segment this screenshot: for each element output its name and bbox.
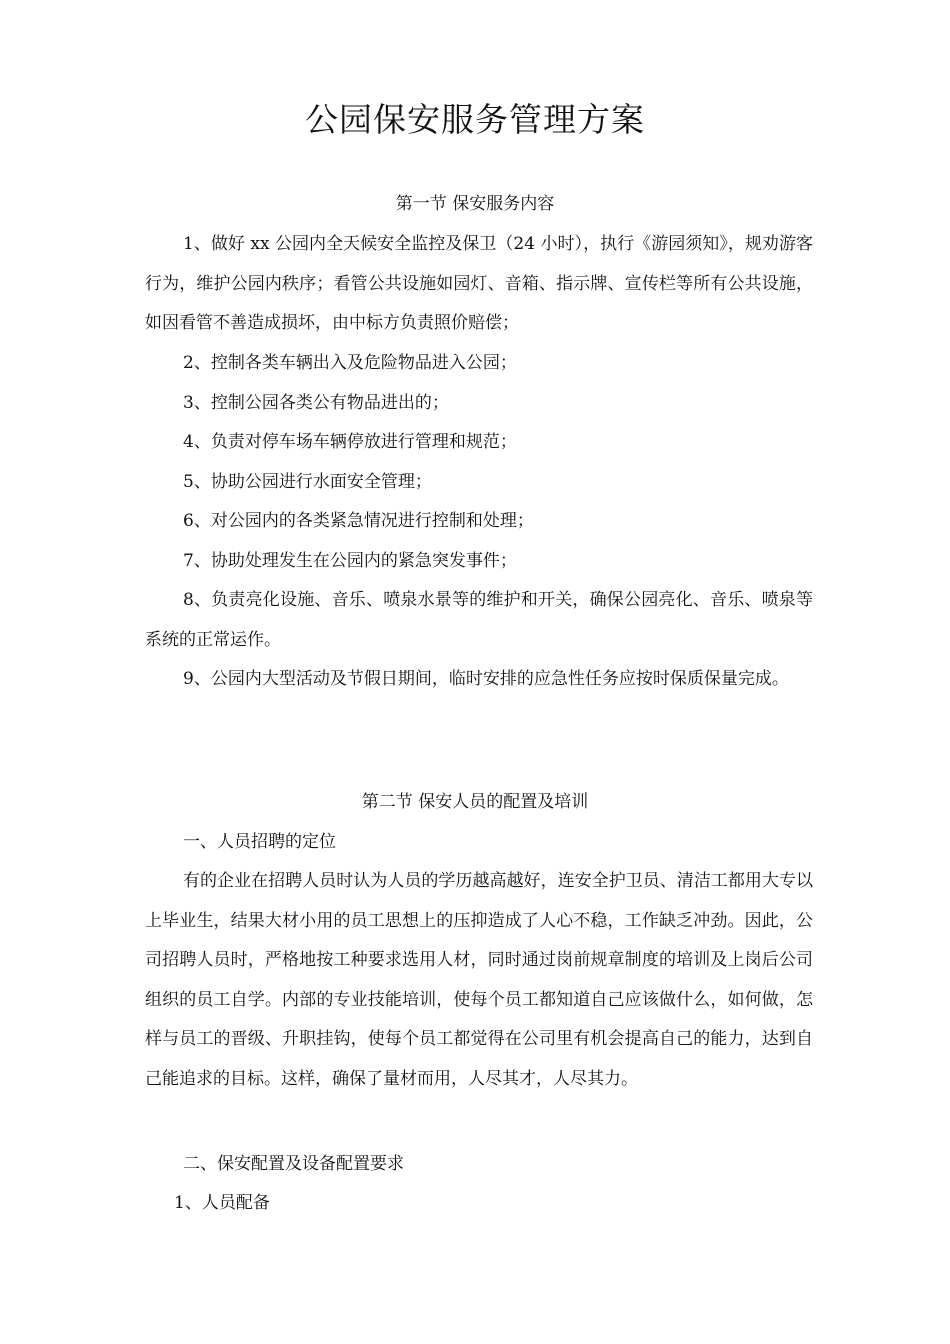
section-1-item-9: 9、公园内大型活动及节假日期间，临时安排的应急性任务应按时保质保量完成。 bbox=[183, 669, 789, 689]
section-1-item-4: 4、负责对停车场车辆停放进行管理和规范； bbox=[183, 432, 517, 452]
section-1-item-5: 5、协助公园进行水面安全管理； bbox=[183, 472, 432, 492]
document-title: 公园保安服务管理方案 bbox=[305, 100, 645, 139]
section-2-sub-2: 二、保安配置及设备配置要求 bbox=[183, 1154, 404, 1174]
section-1-item-1: 1、做好 xx 公园内全天候安全监控及保卫（24 小时），执行《游园须知》，规劝游客行为，维护公园内秩序；看管公共设施如园灯、音箱、指示牌、宣传栏等所有公共设施，如因看管不善造成损坏，由中标方负责照价赔偿； bbox=[145, 234, 813, 333]
section-1-heading: 第一节 保安服务内容 bbox=[395, 194, 555, 214]
section-2-paragraph: 有的企业在招聘人员时认为人员的学历越高越好，连安全护卫员、清洁工都用大专以上毕业生，结果大材小用的员工思想上的压抑造成了人心不稳，工作缺乏冲劲。因此，公司招聘人员时，严格地按工种要求选用人材，同时通过岗前规章制度的培训及上岗后公司组织的员工自学。内部的专业技能培训，使每个员工都知道自己应该做什么，如何做，怎样与员工的晋级、升职挂钩，使每个员工都觉得在公司里有机会提高自己的能力，达到自己能追求的目标。这样，确保了量材而用，人尽其才，人尽其力。 bbox=[145, 871, 813, 1089]
section-2-sub-3: 1、人员配备 bbox=[174, 1193, 270, 1213]
section-1-item-3: 3、控制公园各类公有物品进出的； bbox=[183, 393, 449, 413]
section-2-sub-1: 一、人员招聘的定位 bbox=[183, 832, 336, 852]
section-1-item-7: 7、协助处理发生在公园内的紧急突发事件； bbox=[183, 551, 517, 571]
section-1-item-2: 2、控制各类车辆出入及危险物品进入公园； bbox=[183, 353, 517, 373]
section-1-item-8: 8、负责亮化设施、音乐、喷泉水景等的维护和开关，确保公园亮化、音乐、喷泉等系统的正常运作。 bbox=[145, 590, 813, 650]
section-2-heading: 第二节 保安人员的配置及培训 bbox=[361, 792, 589, 812]
section-1-item-6: 6、对公园内的各类紧急情况进行控制和处理； bbox=[183, 511, 534, 531]
